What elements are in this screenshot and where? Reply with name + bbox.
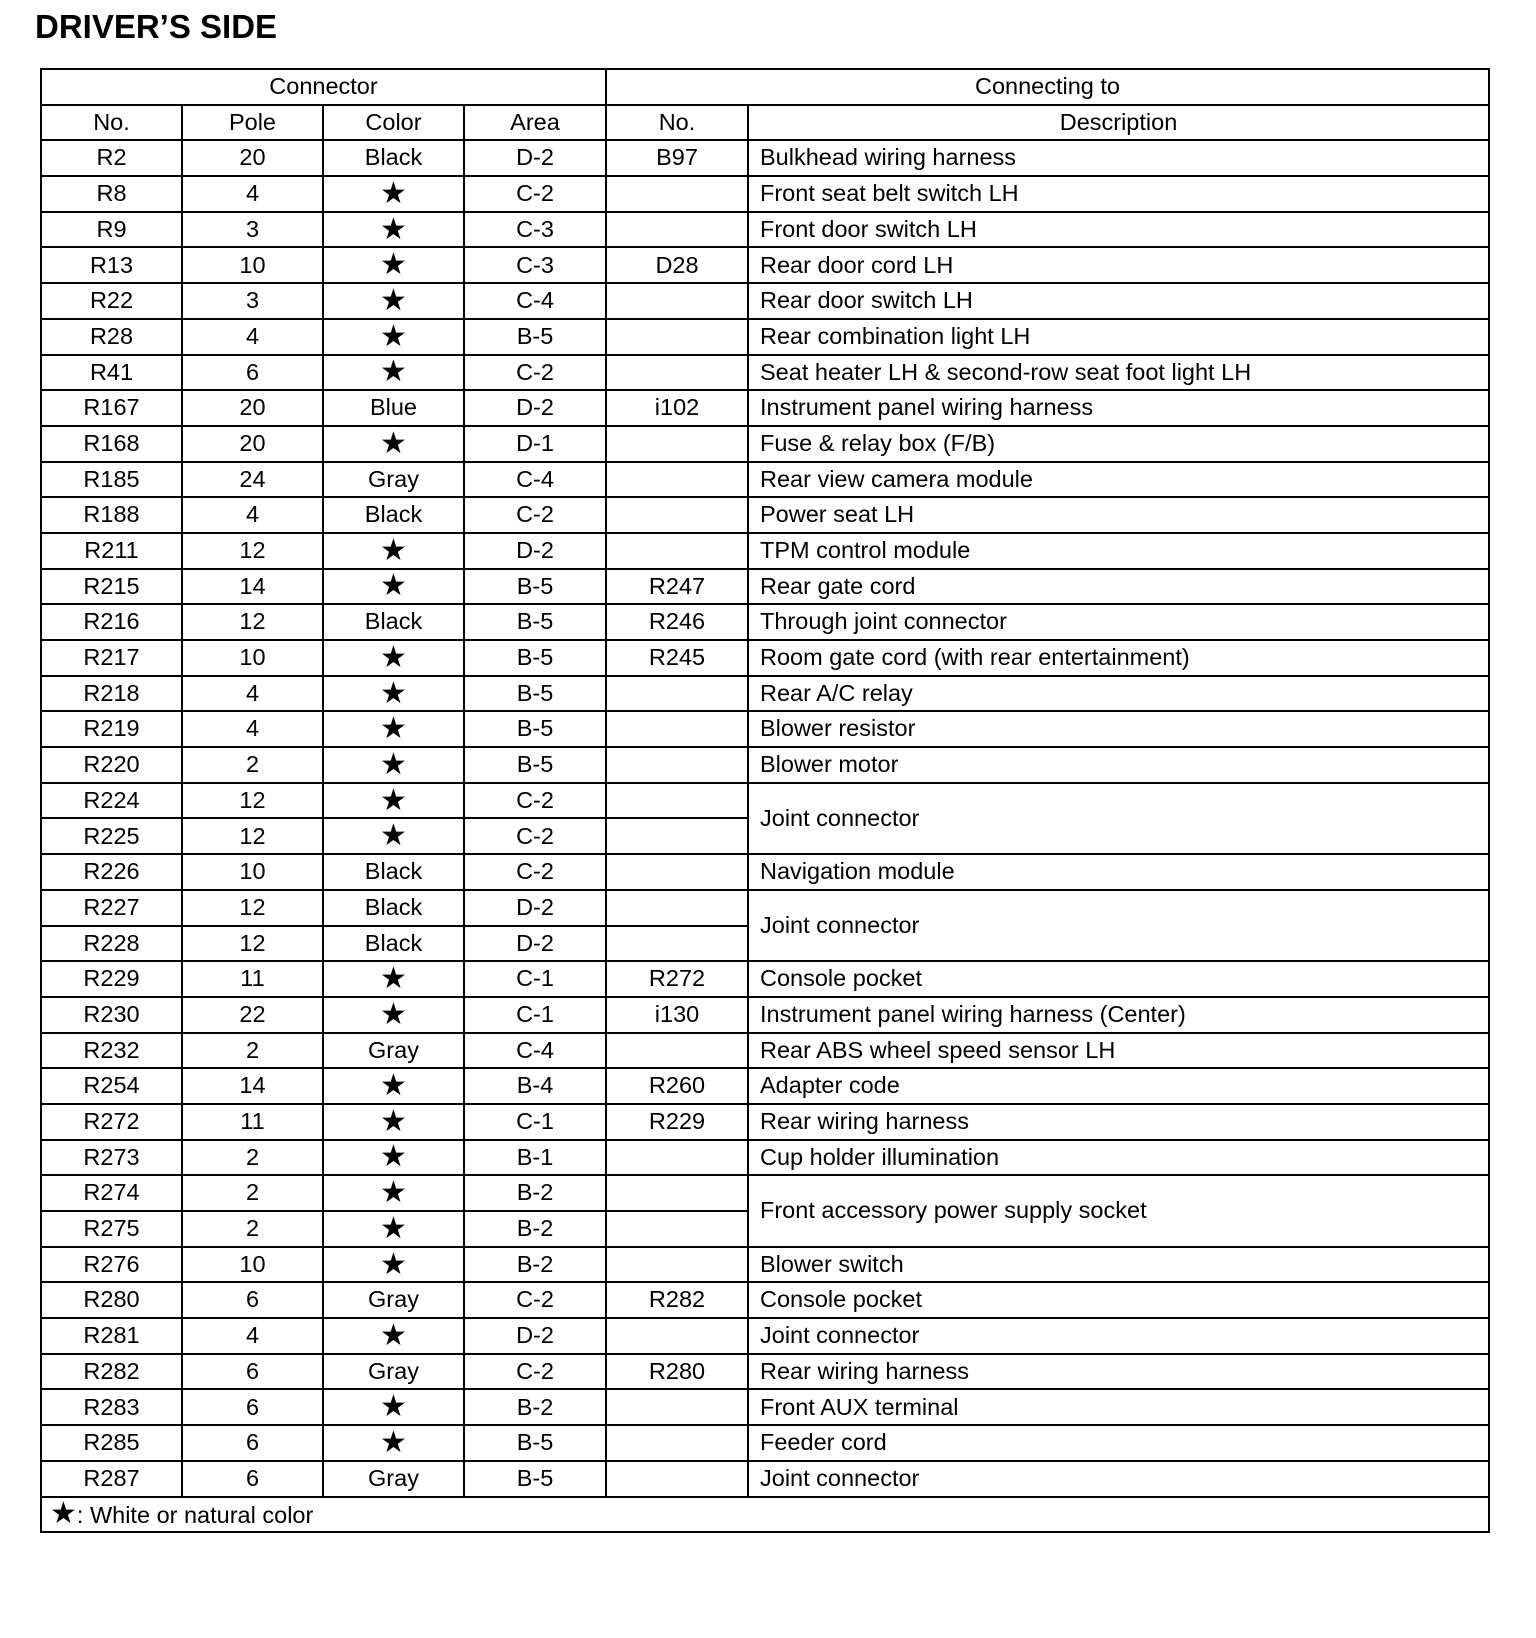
cell-connector-no: R273 — [41, 1140, 182, 1176]
cell-connecting-no: R246 — [606, 604, 748, 640]
cell-area: C-1 — [464, 997, 606, 1033]
star-icon: ★ — [323, 1318, 464, 1354]
group-header-connector: Connector — [41, 69, 606, 105]
cell-connecting-no — [606, 1318, 748, 1354]
legend-row — [41, 1497, 1489, 1533]
cell-area: B-1 — [464, 1140, 606, 1176]
cell-area: B-5 — [464, 1461, 606, 1497]
cell-pole: 2 — [182, 1140, 323, 1176]
table-row — [41, 426, 1489, 462]
star-icon: ★ — [323, 247, 464, 283]
cell-connector-no: R218 — [41, 676, 182, 712]
cell-connecting-no — [606, 926, 748, 962]
table-row — [41, 497, 1489, 533]
table-row — [41, 640, 1489, 676]
cell-description: Power seat LH — [748, 497, 1489, 533]
cell-connecting-no: R282 — [606, 1282, 748, 1318]
cell-connecting-no — [606, 747, 748, 783]
cell-pole: 6 — [182, 355, 323, 391]
cell-connector-no: R167 — [41, 390, 182, 426]
cell-area: C-1 — [464, 961, 606, 997]
cell-description: Through joint connector — [748, 604, 1489, 640]
cell-description: Rear view camera module — [748, 462, 1489, 498]
cell-area: B-5 — [464, 319, 606, 355]
table-row — [41, 1282, 1489, 1318]
cell-pole: 10 — [182, 1247, 323, 1283]
cell-connecting-no — [606, 676, 748, 712]
star-icon: ★ — [323, 783, 464, 819]
cell-connector-no: R215 — [41, 569, 182, 605]
cell-color: Black — [323, 890, 464, 926]
cell-pole: 12 — [182, 890, 323, 926]
cell-connecting-no: R272 — [606, 961, 748, 997]
cell-area: B-2 — [464, 1175, 606, 1211]
cell-connector-no: R287 — [41, 1461, 182, 1497]
cell-connecting-no — [606, 355, 748, 391]
cell-pole: 22 — [182, 997, 323, 1033]
cell-description: Feeder cord — [748, 1425, 1489, 1461]
cell-area: C-2 — [464, 1282, 606, 1318]
cell-area: C-2 — [464, 818, 606, 854]
cell-area: C-2 — [464, 497, 606, 533]
table-row — [41, 212, 1489, 248]
legend-cell — [41, 1497, 1489, 1533]
cell-connector-no: R225 — [41, 818, 182, 854]
cell-pole: 4 — [182, 676, 323, 712]
cell-description: Front door switch LH — [748, 212, 1489, 248]
cell-area: B-2 — [464, 1211, 606, 1247]
star-icon: ★ — [323, 1389, 464, 1425]
star-icon: ★ — [323, 997, 464, 1033]
cell-connecting-no — [606, 854, 748, 890]
star-icon: ★ — [323, 1247, 464, 1283]
cell-description: Joint connector — [748, 1318, 1489, 1354]
cell-area: C-2 — [464, 854, 606, 890]
cell-connecting-no: R229 — [606, 1104, 748, 1140]
cell-pole: 10 — [182, 854, 323, 890]
cell-description: Joint connector — [748, 783, 1489, 854]
cell-pole: 6 — [182, 1389, 323, 1425]
cell-description: Navigation module — [748, 854, 1489, 890]
cell-description: Rear wiring harness — [748, 1354, 1489, 1390]
cell-description: Front accessory power supply socket — [748, 1175, 1489, 1246]
cell-connector-no: R274 — [41, 1175, 182, 1211]
cell-area: C-4 — [464, 1033, 606, 1069]
star-icon: ★ — [323, 1175, 464, 1211]
cell-pole: 12 — [182, 533, 323, 569]
cell-area: B-4 — [464, 1068, 606, 1104]
cell-connecting-no — [606, 1211, 748, 1247]
cell-connector-no: R211 — [41, 533, 182, 569]
cell-description: Rear wiring harness — [748, 1104, 1489, 1140]
table-row — [41, 140, 1489, 176]
table-row — [41, 747, 1489, 783]
table-row — [41, 676, 1489, 712]
cell-description: Blower motor — [748, 747, 1489, 783]
cell-connector-no: R224 — [41, 783, 182, 819]
cell-connector-no: R276 — [41, 1247, 182, 1283]
column-header-area: Area — [464, 105, 606, 141]
cell-connector-no: R2 — [41, 140, 182, 176]
cell-area: C-3 — [464, 247, 606, 283]
column-header-row — [41, 105, 1489, 141]
cell-pole: 20 — [182, 426, 323, 462]
cell-connector-no: R281 — [41, 1318, 182, 1354]
cell-pole: 12 — [182, 783, 323, 819]
cell-pole: 10 — [182, 247, 323, 283]
cell-connecting-no — [606, 176, 748, 212]
cell-area: C-1 — [464, 1104, 606, 1140]
cell-pole: 4 — [182, 319, 323, 355]
cell-description: Instrument panel wiring harness — [748, 390, 1489, 426]
star-icon: ★ — [323, 747, 464, 783]
cell-color: Black — [323, 604, 464, 640]
cell-connector-no: R216 — [41, 604, 182, 640]
table-row — [41, 283, 1489, 319]
cell-connector-no: R272 — [41, 1104, 182, 1140]
table-row — [41, 1068, 1489, 1104]
cell-pole: 20 — [182, 140, 323, 176]
cell-pole: 4 — [182, 497, 323, 533]
star-icon: ★ — [323, 640, 464, 676]
cell-connecting-no — [606, 497, 748, 533]
column-header-to-no: No. — [606, 105, 748, 141]
cell-pole: 20 — [182, 390, 323, 426]
cell-connecting-no — [606, 1425, 748, 1461]
table-row — [41, 390, 1489, 426]
cell-description: Joint connector — [748, 890, 1489, 961]
cell-description: Rear door switch LH — [748, 283, 1489, 319]
cell-description: Fuse & relay box (F/B) — [748, 426, 1489, 462]
cell-connector-no: R230 — [41, 997, 182, 1033]
cell-area: B-5 — [464, 747, 606, 783]
cell-pole: 2 — [182, 1211, 323, 1247]
table-row — [41, 1389, 1489, 1425]
cell-color: Gray — [323, 1354, 464, 1390]
cell-connector-no: R275 — [41, 1211, 182, 1247]
table-row — [41, 319, 1489, 355]
cell-description: Joint connector — [748, 1461, 1489, 1497]
cell-pole: 11 — [182, 961, 323, 997]
cell-area: C-4 — [464, 283, 606, 319]
cell-area: B-5 — [464, 1425, 606, 1461]
star-icon: ★ — [323, 676, 464, 712]
table-row — [41, 247, 1489, 283]
cell-connecting-no: R245 — [606, 640, 748, 676]
cell-pole: 4 — [182, 711, 323, 747]
table-row — [41, 176, 1489, 212]
star-icon: ★ — [323, 176, 464, 212]
star-icon: ★ — [323, 569, 464, 605]
star-icon: ★ — [50, 1497, 77, 1531]
star-icon: ★ — [323, 355, 464, 391]
table-row — [41, 961, 1489, 997]
cell-area: D-1 — [464, 426, 606, 462]
cell-connector-no: R41 — [41, 355, 182, 391]
table-row — [41, 533, 1489, 569]
cell-connecting-no — [606, 783, 748, 819]
cell-pole: 6 — [182, 1425, 323, 1461]
cell-area: B-5 — [464, 711, 606, 747]
table-row — [41, 1175, 1489, 1211]
cell-connector-no: R13 — [41, 247, 182, 283]
star-icon: ★ — [323, 533, 464, 569]
column-header-pole: Pole — [182, 105, 323, 141]
cell-description: Rear combination light LH — [748, 319, 1489, 355]
cell-area: B-5 — [464, 569, 606, 605]
cell-connector-no: R226 — [41, 854, 182, 890]
cell-description: Rear ABS wheel speed sensor LH — [748, 1033, 1489, 1069]
cell-pole: 6 — [182, 1282, 323, 1318]
cell-area: D-2 — [464, 533, 606, 569]
cell-connector-no: R28 — [41, 319, 182, 355]
cell-connector-no: R227 — [41, 890, 182, 926]
table-row — [41, 1104, 1489, 1140]
cell-description: TPM control module — [748, 533, 1489, 569]
table-row — [41, 462, 1489, 498]
cell-connecting-no — [606, 890, 748, 926]
cell-connector-no: R229 — [41, 961, 182, 997]
cell-connecting-no — [606, 1033, 748, 1069]
cell-connecting-no — [606, 462, 748, 498]
group-header-row — [41, 69, 1489, 105]
cell-connector-no: R220 — [41, 747, 182, 783]
cell-pole: 2 — [182, 747, 323, 783]
table-row — [41, 1425, 1489, 1461]
star-icon: ★ — [323, 818, 464, 854]
cell-area: D-2 — [464, 390, 606, 426]
cell-area: C-2 — [464, 355, 606, 391]
cell-pole: 3 — [182, 212, 323, 248]
star-icon: ★ — [323, 1211, 464, 1247]
cell-pole: 3 — [182, 283, 323, 319]
cell-color: Black — [323, 926, 464, 962]
cell-connecting-no — [606, 711, 748, 747]
legend-text: : White or natural color — [76, 1502, 314, 1529]
cell-connector-no: R22 — [41, 283, 182, 319]
cell-area: B-5 — [464, 676, 606, 712]
star-icon: ★ — [323, 426, 464, 462]
cell-connecting-no — [606, 1389, 748, 1425]
cell-connector-no: R185 — [41, 462, 182, 498]
cell-connector-no: R168 — [41, 426, 182, 462]
cell-connecting-no — [606, 1140, 748, 1176]
star-icon: ★ — [323, 319, 464, 355]
cell-pole: 2 — [182, 1033, 323, 1069]
cell-area: B-2 — [464, 1247, 606, 1283]
connector-table — [40, 68, 1490, 1533]
cell-pole: 4 — [182, 176, 323, 212]
cell-description: Blower resistor — [748, 711, 1489, 747]
cell-connector-no: R285 — [41, 1425, 182, 1461]
table-row — [41, 355, 1489, 391]
cell-area: D-2 — [464, 140, 606, 176]
table-row — [41, 1461, 1489, 1497]
cell-connecting-no: D28 — [606, 247, 748, 283]
table-row — [41, 854, 1489, 890]
star-icon: ★ — [323, 212, 464, 248]
cell-description: Front AUX terminal — [748, 1389, 1489, 1425]
cell-connecting-no — [606, 818, 748, 854]
cell-area: C-4 — [464, 462, 606, 498]
cell-description: Rear gate cord — [748, 569, 1489, 605]
cell-pole: 14 — [182, 1068, 323, 1104]
cell-connector-no: R9 — [41, 212, 182, 248]
cell-pole: 4 — [182, 1318, 323, 1354]
cell-color: Gray — [323, 1461, 464, 1497]
cell-area: C-3 — [464, 212, 606, 248]
cell-connecting-no — [606, 283, 748, 319]
cell-connector-no: R217 — [41, 640, 182, 676]
star-icon: ★ — [323, 711, 464, 747]
cell-connecting-no: i102 — [606, 390, 748, 426]
cell-color: Black — [323, 140, 464, 176]
cell-connecting-no: R247 — [606, 569, 748, 605]
star-icon: ★ — [323, 1068, 464, 1104]
cell-connecting-no: R260 — [606, 1068, 748, 1104]
cell-pole: 6 — [182, 1461, 323, 1497]
column-header-color: Color — [323, 105, 464, 141]
column-header-no: No. — [41, 105, 182, 141]
table-body — [41, 140, 1489, 1496]
table-row — [41, 783, 1489, 819]
table-row — [41, 1354, 1489, 1390]
cell-connecting-no — [606, 319, 748, 355]
cell-area: C-2 — [464, 783, 606, 819]
cell-description: Console pocket — [748, 1282, 1489, 1318]
cell-pole: 12 — [182, 926, 323, 962]
table-row — [41, 890, 1489, 926]
cell-connecting-no — [606, 426, 748, 462]
cell-pole: 14 — [182, 569, 323, 605]
group-header-connecting-to: Connecting to — [606, 69, 1489, 105]
table-row — [41, 1318, 1489, 1354]
cell-area: B-5 — [464, 640, 606, 676]
star-icon: ★ — [323, 1140, 464, 1176]
cell-description: Adapter code — [748, 1068, 1489, 1104]
table-row — [41, 1140, 1489, 1176]
cell-connecting-no — [606, 533, 748, 569]
cell-area: C-2 — [464, 176, 606, 212]
cell-connecting-no: i130 — [606, 997, 748, 1033]
cell-connector-no: R232 — [41, 1033, 182, 1069]
table-row — [41, 997, 1489, 1033]
star-icon: ★ — [323, 1425, 464, 1461]
cell-connector-no: R219 — [41, 711, 182, 747]
cell-pole: 12 — [182, 604, 323, 640]
cell-area: D-2 — [464, 926, 606, 962]
cell-pole: 24 — [182, 462, 323, 498]
cell-connector-no: R228 — [41, 926, 182, 962]
cell-connecting-no — [606, 1461, 748, 1497]
cell-pole: 2 — [182, 1175, 323, 1211]
cell-connecting-no — [606, 1175, 748, 1211]
table-row — [41, 1247, 1489, 1283]
cell-color: Black — [323, 854, 464, 890]
table-row — [41, 604, 1489, 640]
cell-area: D-2 — [464, 1318, 606, 1354]
cell-connector-no: R282 — [41, 1354, 182, 1390]
cell-connecting-no: R280 — [606, 1354, 748, 1390]
cell-description: Bulkhead wiring harness — [748, 140, 1489, 176]
cell-color: Black — [323, 497, 464, 533]
cell-description: Console pocket — [748, 961, 1489, 997]
cell-connecting-no: B97 — [606, 140, 748, 176]
cell-description: Front seat belt switch LH — [748, 176, 1489, 212]
cell-connecting-no — [606, 212, 748, 248]
cell-description: Blower switch — [748, 1247, 1489, 1283]
star-icon: ★ — [323, 961, 464, 997]
star-icon: ★ — [323, 1104, 464, 1140]
cell-connector-no: R283 — [41, 1389, 182, 1425]
cell-area: D-2 — [464, 890, 606, 926]
cell-area: B-2 — [464, 1389, 606, 1425]
cell-description: Cup holder illumination — [748, 1140, 1489, 1176]
cell-connector-no: R188 — [41, 497, 182, 533]
cell-description: Rear A/C relay — [748, 676, 1489, 712]
cell-area: B-5 — [464, 604, 606, 640]
cell-connecting-no — [606, 1247, 748, 1283]
cell-pole: 6 — [182, 1354, 323, 1390]
cell-color: Blue — [323, 390, 464, 426]
cell-connector-no: R8 — [41, 176, 182, 212]
cell-connector-no: R280 — [41, 1282, 182, 1318]
cell-pole: 10 — [182, 640, 323, 676]
table-row — [41, 711, 1489, 747]
cell-pole: 12 — [182, 818, 323, 854]
table-row — [41, 569, 1489, 605]
connector-table-container — [40, 68, 1490, 1533]
cell-color: Gray — [323, 462, 464, 498]
cell-connector-no: R254 — [41, 1068, 182, 1104]
cell-description: Room gate cord (with rear entertainment) — [748, 640, 1489, 676]
table-row — [41, 1033, 1489, 1069]
star-icon: ★ — [323, 283, 464, 319]
cell-area: C-2 — [464, 1354, 606, 1390]
cell-description: Instrument panel wiring harness (Center) — [748, 997, 1489, 1033]
cell-pole: 11 — [182, 1104, 323, 1140]
cell-color: Gray — [323, 1033, 464, 1069]
page-title: DRIVER’S SIDE — [35, 8, 278, 45]
cell-color: Gray — [323, 1282, 464, 1318]
cell-description: Seat heater LH & second-row seat foot light LH — [748, 355, 1489, 391]
cell-description: Rear door cord LH — [748, 247, 1489, 283]
column-header-description: Description — [748, 105, 1489, 141]
